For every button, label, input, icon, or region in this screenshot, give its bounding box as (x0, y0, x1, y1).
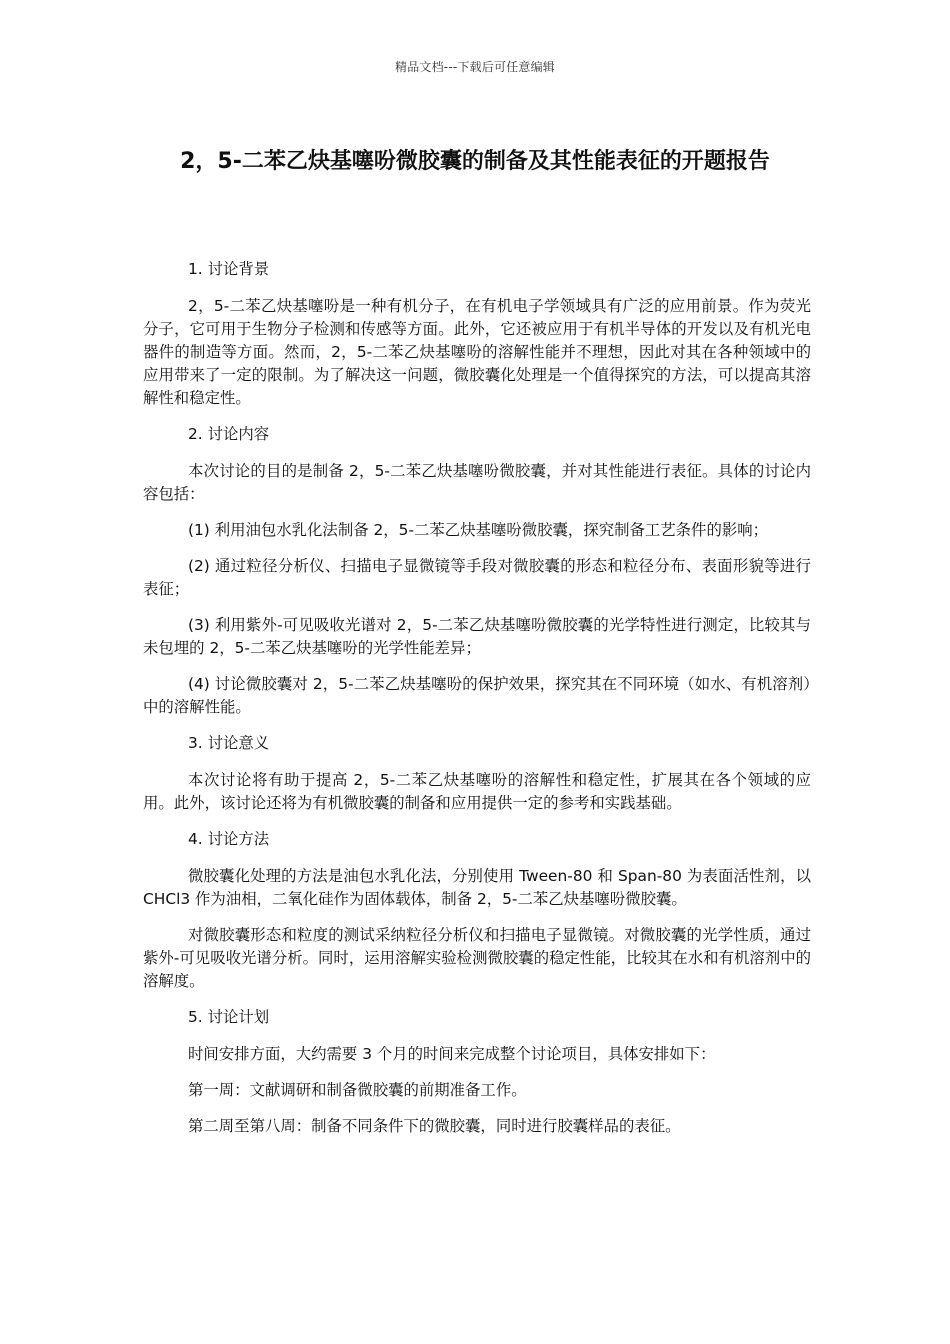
paragraph-content-intro: 本次讨论的目的是制备 2，5-二苯乙炔基噻吩微胶囊，并对其性能进行表征。具体的讨论内容包括： (143, 462, 811, 503)
section-heading-content: 2. 讨论内容 (188, 425, 270, 443)
section-heading-background: 1. 讨论背景 (188, 260, 270, 278)
section-heading-method: 4. 讨论方法 (188, 830, 270, 848)
section-heading-significance: 3. 讨论意义 (188, 734, 270, 752)
list-item-content-2: (2) 通过粒径分析仪、扫描电子显微镜等手段对微胶囊的形态和粒径分布、表面形貌等进行表征； (143, 557, 811, 598)
paragraph-method-1: 微胶囊化处理的方法是油包水乳化法，分别使用 Tween-80 和 Span-80 为表面活性剂，以 CHCl3 作为油相，二氧化硅作为固体载体，制备 2，5-二苯乙炔基噻吩微胶囊。 (143, 867, 811, 908)
paragraph-significance: 本次讨论将有助于提高 2，5-二苯乙炔基噻吩的溶解性和稳定性，扩展其在各个领域的应用。此外，该讨论还将为有机微胶囊的制备和应用提供一定的参考和实践基础。 (143, 771, 811, 812)
list-item-content-4: (4) 讨论微胶囊对 2，5-二苯乙炔基噻吩的保护效果，探究其在不同环境（如水、有机溶剂）中的溶解性能。 (143, 675, 811, 716)
header-note: 精品文档---下载后可任意编辑 (395, 60, 555, 74)
list-item-content-1: (1) 利用油包水乳化法制备 2，5-二苯乙炔基噻吩微胶囊，探究制备工艺条件的影响； (188, 521, 769, 539)
plan-item-week2-8: 第二周至第八周：制备不同条件下的微胶囊，同时进行胶囊样品的表征。 (188, 1117, 681, 1135)
document-body (143, 258, 811, 1151)
paragraph-plan-intro: 时间安排方面，大约需要 3 个月的时间来完成整个讨论项目，具体安排如下： (188, 1045, 716, 1063)
paragraph-background: 2，5-二苯乙炔基噻吩是一种有机分子，在有机电子学领域具有广泛的应用前景。作为荧光分子，它可用于生物分子检测和传感等方面。此外，它还被应用于有机半导体的开发以及有机光电器件的制造等方面。然而，2，5-二苯乙炔基噻吩的溶解性能并不理想，因此对其在各种领域中的应用带来了一定的限制。为了解决这一问题，微胶囊化处理是一个值得探究的方法，可以提高其溶解性和稳定性。 (143, 297, 811, 407)
list-item-content-3: (3) 利用紫外-可见吸收光谱对 2，5-二苯乙炔基噻吩微胶囊的光学特性进行测定，比较其与未包埋的 2，5-二苯乙炔基噻吩的光学性能差异； (143, 616, 811, 657)
paragraph-method-2: 对微胶囊形态和粒度的测试采纳粒径分析仪和扫描电子显微镜。对微胶囊的光学性质，通过紫外-可见吸收光谱分析。同时，运用溶解实验检测微胶囊的稳定性能，比较其在水和有机溶剂中的溶解度。 (143, 926, 811, 990)
plan-item-week1: 第一周：文献调研和制备微胶囊的前期准备工作。 (188, 1081, 527, 1099)
document-title: 2，5-二苯乙炔基噻吩微胶囊的制备及其性能表征的开题报告 (180, 149, 770, 174)
section-heading-plan: 5. 讨论计划 (188, 1008, 270, 1026)
